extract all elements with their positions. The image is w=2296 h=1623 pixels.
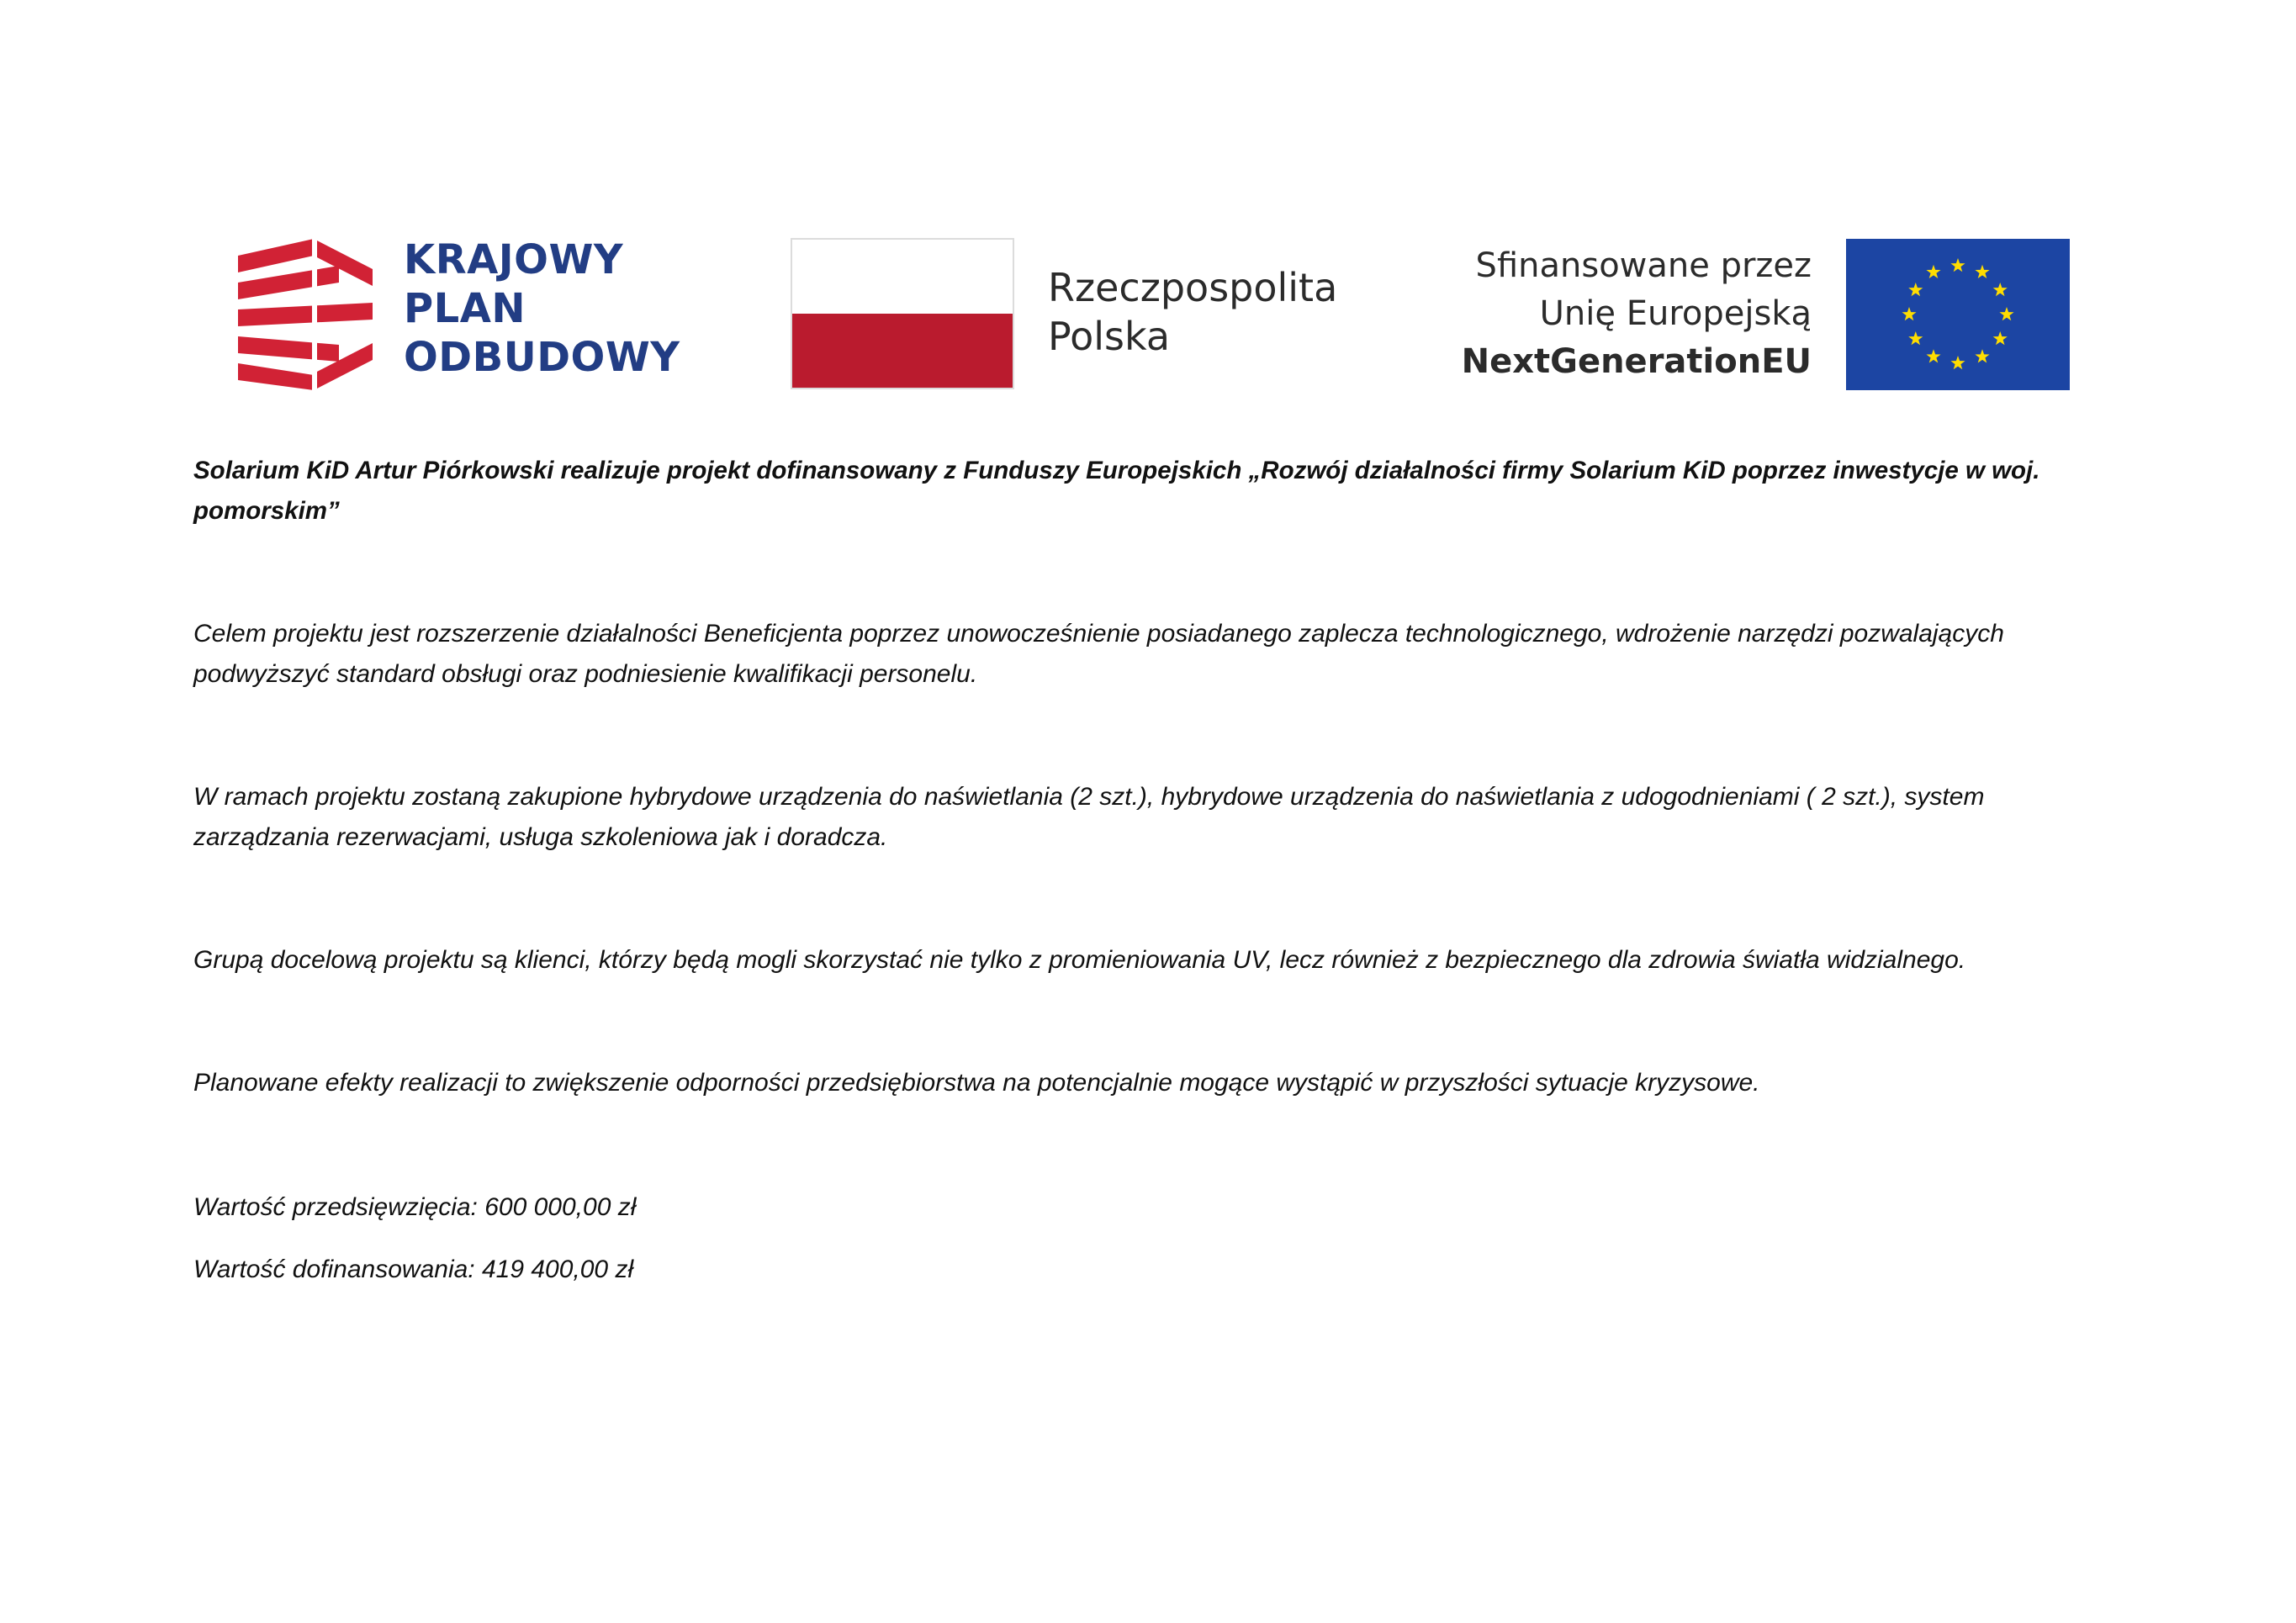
paragraph-target-group: Grupą docelową projektu są klienci, którzy będą mogli skorzystać nie tylko z promieniowania UV, lecz również z bezpiecznego dla zdrowia światła widzialnego. <box>193 946 1966 974</box>
project-value: Wartość przedsięwzięcia: 600 000,00 zł <box>193 1193 637 1221</box>
kpo-line-3: ODBUDOWY <box>404 334 680 381</box>
paragraph-effects: Planowane efekty realizacji to zwiększenie odporności przedsiębiorstwa na potencjalnie mogące wystąpić w przyszłości sytuacje kryzysowe. <box>193 1069 1760 1097</box>
poland-line-2: Polska <box>1048 314 1171 359</box>
logo-strip <box>0 0 2296 437</box>
document-body <box>193 451 2103 1290</box>
funding-value: Wartość dofinansowania: 419 400,00 zł <box>193 1256 634 1283</box>
eu-line-2: Unię Europejską <box>1539 294 1812 333</box>
document-headline: Solarium KiD Artur Piórkowski realizuje projekt dofinansowany z Funduszy Europejskich „Rozwój działalności firmy Solarium KiD poprzez inwestycje w woj. pomorskim” <box>193 457 2040 525</box>
kpo-line-2: PLAN <box>404 285 526 332</box>
kpo-logo-icon <box>238 239 373 390</box>
eu-funding-text <box>1462 242 1812 386</box>
paragraph-goal: Celem projektu jest rozszerzenie działalności Beneficjenta poprzez unowocześnienie posiadanego zaplecza technologicznego, wdrożenie narzędzi pozwalających podwyższyć standard obsługi oraz podniesienie kwalifikacji personelu. <box>193 620 2004 688</box>
kpo-line-1: KRAJOWY <box>404 236 624 283</box>
eu-flag-icon <box>1846 239 2070 390</box>
poland-logo-text <box>1048 263 1337 361</box>
poland-flag-icon <box>791 238 1014 389</box>
eu-line-1: Sfinansowane przez <box>1475 246 1812 285</box>
eu-line-3: NextGenerationEU <box>1461 342 1812 381</box>
paragraph-scope: W ramach projektu zostaną zakupione hybrydowe urządzenia do naświetlania (2 szt.), hybrydowe urządzenia do naświetlania z udogodnieniami ( 2 szt.), system zarządzania rezerwacjami, usługa szkoleniowa jak i doradcza. <box>193 783 1985 851</box>
kpo-logo-text <box>404 235 680 382</box>
poland-line-1: Rzeczpospolita <box>1048 265 1338 310</box>
